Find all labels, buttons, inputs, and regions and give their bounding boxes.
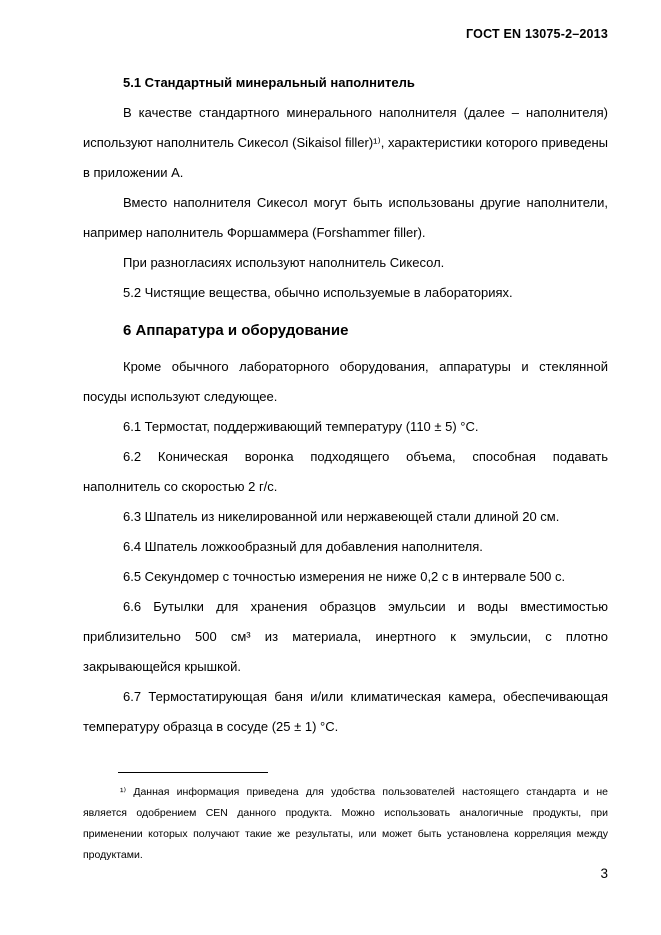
paragraph-filler-standard: В качестве стандартного минерального наполнителя (далее – наполнителя) используют наполнитель Сикесол (Sikaisol filler)¹⁾, характеристики которого приведены в приложении А.	[83, 105, 608, 180]
paragraph-6-intro: Кроме обычного лабораторного оборудования, аппаратуры и стеклянной посуды используют следующее.	[83, 359, 608, 404]
paragraph-filler-dispute: При разногласиях используют наполнитель Сикесол.	[123, 255, 445, 270]
footnote-separator	[118, 772, 268, 773]
doc-code-header: ГОСТ EN 13075-2–2013	[466, 27, 608, 41]
paragraph-5-2-cleaning: 5.2 Чистящие вещества, обычно используемые в лабораториях.	[123, 285, 513, 300]
page-content	[83, 68, 608, 742]
paragraph-6-6-bottles: 6.6 Бутылки для хранения образцов эмульсии и воды вместимостью приблизительно 500 см³ из материала, инертного к эмульсии, с плотно закрывающейся крышкой.	[83, 599, 608, 674]
footnote-text: ¹⁾ Данная информация приведена для удобства пользователей настоящего стандарта и не является одобрением CEN данного продукта. Можно использовать аналогичные продукты, при применении которых получают такие же результаты, или может быть установлена корреляция между продуктами.	[83, 786, 608, 861]
paragraph-6-5-stopwatch: 6.5 Секундомер с точностью измерения не ниже 0,2 с в интервале 500 с.	[123, 569, 566, 584]
section-5-1-heading: 5.1 Стандартный минеральный наполнитель	[123, 75, 415, 90]
footnote-block	[83, 772, 608, 866]
paragraph-6-2-funnel: 6.2 Коническая воронка подходящего объема, способная подавать наполнитель со скоростью 2 г/с.	[83, 449, 608, 494]
paragraph-6-4-spoon-spatula: 6.4 Шпатель ложкообразный для добавления наполнителя.	[123, 539, 483, 554]
section-6-heading: 6 Аппаратура и оборудование	[123, 322, 349, 339]
paragraph-filler-alternative: Вместо наполнителя Сикесол могут быть использованы другие наполнители, например наполнитель Форшаммера (Forshammer filler).	[83, 195, 608, 240]
page-number: 3	[600, 866, 608, 881]
paragraph-6-1-thermostat: 6.1 Термостат, поддерживающий температуру (110 ± 5) °С.	[123, 419, 479, 434]
paragraph-6-7-bath: 6.7 Термостатирующая баня и/или климатическая камера, обеспечивающая температуру образца в сосуде (25 ± 1) °С.	[83, 689, 608, 734]
paragraph-6-3-spatula: 6.3 Шпатель из никелированной или нержавеющей стали длиной 20 см.	[123, 509, 560, 524]
